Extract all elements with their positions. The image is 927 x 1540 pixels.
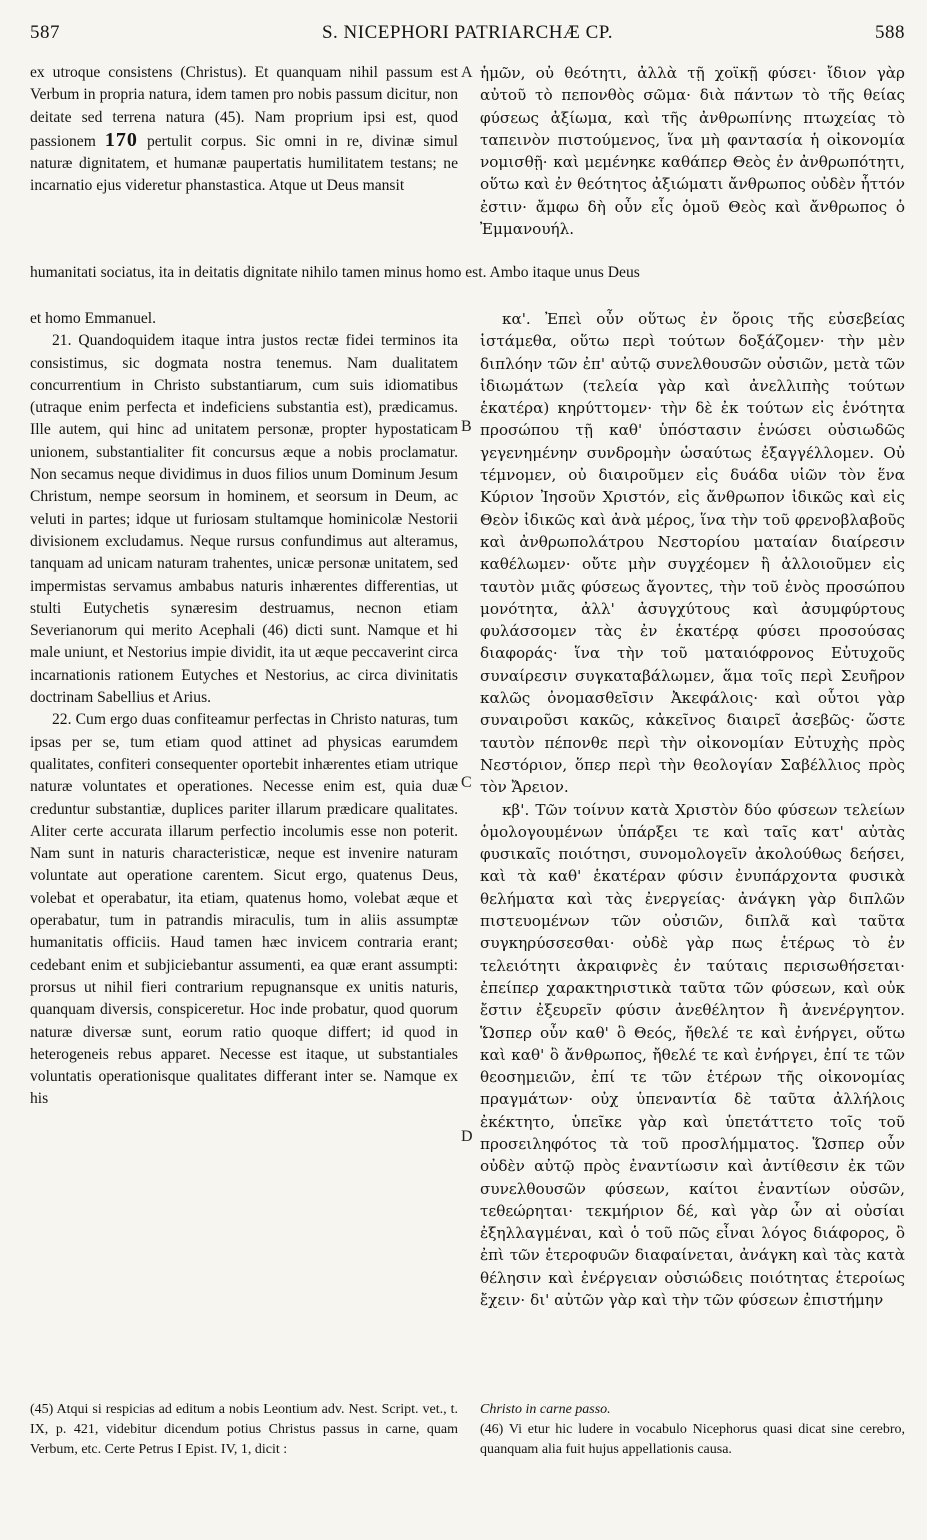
footnotes-right — [480, 1400, 905, 1460]
footnote-46-text: (46) Vi etur hic ludere in vocabulo Nicephorus quasi dicat sine cerebro, quanquam alia fuit hujus appellationis causa. — [480, 1422, 905, 1457]
margin-letter-c: C — [461, 774, 472, 791]
page-number-left: 587 — [30, 22, 60, 43]
greek-column-top — [480, 62, 905, 240]
latin-tail-line: et homo Emmanuel. — [30, 310, 157, 327]
spanning-line: humanitati sociatus, ita in deitatis dignitate nihilo tamen minus homo est. Ambo itaque unus Deus — [30, 264, 640, 281]
footnote-45-text: (45) Atqui si respicias ad editum a nobis Leontium adv. Nest. Script. vet., t. IX, p. 421, videbitur dicendum potius Christus passus in carne, quam Verbum, etc. Certe Petrus I Epist. IV, 1, dicit : — [30, 1402, 458, 1457]
column-number: 170 — [104, 128, 138, 151]
margin-letter-d: D — [461, 1128, 473, 1145]
margin-letter-a: A — [461, 64, 473, 81]
latin-column-main — [30, 308, 458, 1111]
latin-paragraph-21: 21. Quandoquidem itaque intra justos rectæ fidei terminos ita consistimus, sic dogmata nostra tenemus. Nam dualitatem concurrentium in Christo substantiarum, cum suis idiomatibus (utraque enim perfecta et indeficiens substantia est), prædicamus. Ille autem, qui hinc ad unitatem personæ, propter hypostaticam unionem, substantialiter fit concursus æque a nobis proclamatur. Non secamus neque dividimus in duos filios unum Dominum Jesum Christum, nempe seorsum in hominem, et seorsum in Deum, ac veluti in partes; idque ut furiosam stultamque hominicolæ Nestorii divisionem excludamus. Neque rursus confundimus aut alteramus, tanquam ad unicam naturam trahentes, unicæ personæ unitatem, sed impermistas servamus ambabus naturis inhærentes differentias, ut stulti Eutychetis synæresim destruamus, necnon etiam Severianorum qui merito Acephali (46) dicti sunt. Namque et hi male uniunt, et Nestorius impie dividit, ita ut æque peccaverint circa incarnationis rationem Eutyches et Nestorius, ac circa divinitatis doctrinam Sabellius et Arius. — [30, 332, 458, 707]
page-header — [30, 22, 905, 52]
running-title: S. NICEPHORI PATRIARCHÆ CP. — [321, 22, 613, 43]
margin-letter-b: B — [461, 418, 472, 435]
footnote-45 — [30, 1400, 458, 1460]
greek-column-main — [480, 308, 905, 1311]
greek-paragraph-22: κβ'. Τῶν τοίνυν κατὰ Χριστὸν δύο φύσεων τελείων ὁμολογουμένων ὑπάρξει τε καὶ ταῖς κατ' αὐτὰς φυσικαῖς ποιότησι, συνομολογεῖν ἀκολούθως δεήσει, καὶ τὰ καθ' ἑκατέραν φύσιν ἐνυπάρχοντα φυσικὰ θελήματα καὶ τὰς ἐνεργείας· ἀνάγκη γὰρ διπλῶν πιστευομένων τῶν οὐσιῶν, διπλᾶ καὶ ταῦτα συγκηρύσσεσθαι· οὐδὲ γὰρ πως ἑτέρως τὸ ἐν τελειότητι ἀκραιφνὲς ἐν ταύταις περισωθήσεται· ἐπείπερ χαρακτηριστικὰ ταῦτα τῶν φύσεων, καὶ οὐκ ἔστιν ἐξευρεῖν φύσιν ἀνεθέλητον ἢ ἀνενέργητον. Ὥσπερ οὖν καθ' ὃ Θεός, ἤθελέ τε καὶ ἐνήργει, οὕτω καὶ καθ' ὃ ἄνθρωπος, ἤθελέ τε καὶ ἐνήργει, ἐπί τε τῶν θεοσημειῶν, ἐπί τε τῶν ἑτέρων τῆς οἰκονομίας πραγμάτων· οὐχ ὑπεναντία δὲ ταῦτα ἀλλήλοις ἐκέκτητο, ὑπεῖκε γὰρ καὶ ὑπετάττετο τοῖς τοῦ προσειληφότος τὰ τοῦ προσλήμματος. Ὥσπερ οὖν οὐδὲν αὐτῷ πρὸς ἐναντίωσιν καὶ ἀντίθεσιν ἐκ τῶν συνελθουσῶν φύσεων, καίτοι ἐναντίων οὐσῶν, τεθεώρηται· τεκμήριον δέ, καὶ γὰρ ὧν αἱ οὐσίαι ἐξηλλαγμέναι, καὶ ὁ τοῦ πῶς εἶναι λόγος διάφορος, ὃ ἐπὶ τῶν ἑτεροφυῶν διαφαίνεται, ἀνάγκη καὶ τὰς κατὰ θέλησιν καὶ ἐνέργειαν οὐσιώδεις ποιότητας ἑτεροίως ἔχειν· δι' αὐτῶν γὰρ καὶ τὴν τῶν φύσεων ἐπιστήμην — [480, 800, 905, 1310]
greek-paragraph-21: κα'. Ἐπεὶ οὖν οὕτως ἐν ὅροις τῆς εὐσεβείας ἱστάμεθα, οὕτω περὶ τούτων δοξάζομεν· τὴν μὲν διπλόην τῶν ἐπ' αὐτῷ συνελθουσῶν οὐσιῶν, μετὰ τῶν ἰδιωμάτων (τελεία γὰρ καὶ ἀνελλιπὴς τούτων ἑκατέρα) κηρύττομεν· τὴν δὲ ἐκ τούτων εἰς ἑνότητα προσώπου τῇ καθ' ὑπόστασιν ἑνώσει οὐσιωδῶς γεγενημένην συνδρομὴν ὡσαύτως ἐξαγγέλλομεν. Οὐ τέμνομεν, οὐ διαιροῦμεν εἰς δυάδα υἱῶν τὸν ἕνα Κύριον Ἰησοῦν Χριστόν, εἰς ἄνθρωπον ἰδικῶς καὶ εἰς Θεὸν ἰδικῶς καὶ ἀνὰ μέρος, ἵνα τὴν τοῦ φρενοβλαβοῦς καὶ ἀνθρωπολάτρου Νεστορίου ματαίαν διαίρεσιν καθέλωμεν· οὔτε μὴν συγχέομεν ἢ ἀλλοιοῦμεν εἰς ταυτὸν μιᾶς φύσεως ἄγοντες, τὴν τοῦ ἑνὸς προσώπου μονότητα, ἀλλ' ἀσυγχύτους καὶ ἀσυμφύρτους φυλάσσομεν τὰς ἐν ἑκατέρᾳ φύσει προσούσας διαφοράς· ἵνα τὴν τοῦ ματαιόφρονος Εὐτυχοῦς συναίρεσιν συγκαταβάλωμεν, ἅμα τοῖς περὶ Σευῆρον καλῶς ὀνομασθεῖσιν Ἀκεφάλοις· καὶ οὗτοι γὰρ συναιροῦσι κακῶς, κἀκεῖνος διαιρεῖ ἀσεβῶς· ὥστε ταυτὸν πέπονθε περὶ τὴν οἰκονομίαν Εὐτυχὴς πρὸς Νεστόριον, ὅπερ περὶ τὴν θεολογίαν Σαβέλλιος πρὸς τὸν Ἄρειον. — [480, 310, 905, 797]
latin-paragraph-22: 22. Cum ergo duas confiteamur perfectas in Christo naturas, tum ipsas per se, tum etiam quod attinet ad physicas earumdem qualitates, confiteri consequenter oportebit inhærentes etiam utrique naturæ voluntates et operationes. Necesse enim est, quia duæ creduntur substantiæ, duplices pariter illarum prædicare qualitates. Aliter certe accurata illarum perfectio incolumis esse non poterit. Nam sunt in naturis characteristicæ, neque est invenire naturam voluntate aut operatione carentem. Sicut ergo, quatenus Deus, volebat et operabatur, ita etiam, quatenus homo, volebat æque et operabatur, tum in patrandis miraculis, tum in aliis assumptæ humanitatis officiis. Haud tamen hæc invicem contraria erant; cedebant enim et subjiciebantur assumenti, ea quæ erant assumpti: prorsus ut nihil fieri contrarium repugnansque ex unitis naturis, quanquam diversis, conspiceretur. Hoc inde probatur, quod quorum naturæ diversæ sunt, eorum ratio quoque differt; id quod in heterogeneis rebus apparet. Necesse est itaque, ut substantiales voluntatis operationisque qualitates differant inter se. Namque ex his — [30, 711, 458, 1108]
footnote-45-continuation: Christo in carne passo. — [480, 1402, 611, 1417]
latin-text-before-number: ex utroque consistens (Christus). Et quanquam nihil passum est Verbum in propria natura, idem tamen pro nobis passum dicitur, non deitate sed terrena natura (45). Nam proprium ipsi est, quod passionem — [30, 64, 458, 150]
latin-column-top — [30, 62, 458, 198]
page-number-right: 588 — [875, 22, 905, 43]
greek-paragraph-top: ἡμῶν, οὐ θεότητι, ἀλλὰ τῇ χοϊκῇ φύσει· ἴδιον γὰρ αὐτοῦ τὸ πεπονθὸς σῶμα· διὰ πάντων τὸ τῆς θείας φύσεως ἀξίωμα, καὶ τῆς ἀνθρωπίνης πτωχείας τὸ ταπεινὸν πιστούμενος, ἵνα μὴ φαντασία ἡ οἰκονομία νομισθῇ· καὶ μεμένηκε καθάπερ Θεὸς ἐν ἀνθρωπότητι, οὕτω καὶ ἐν θεότητος ἀξιώματι ἄνθρωπος οὐδὲν ἧττόν ἐστιν· ἄμφω δὴ οὖν εἷς ὁμοῦ Θεὸς καὶ ἄνθρωπος ὁ Ἐμμανουήλ. — [480, 64, 905, 239]
latin-text-after-number: pertulit corpus. Sic omni in re, divinæ simul naturæ dignitatem, et humanæ paupertatis humilitatem testans; ne incarnatio ejus videretur phanstastica. Atque ut Deus mansit — [30, 132, 458, 195]
